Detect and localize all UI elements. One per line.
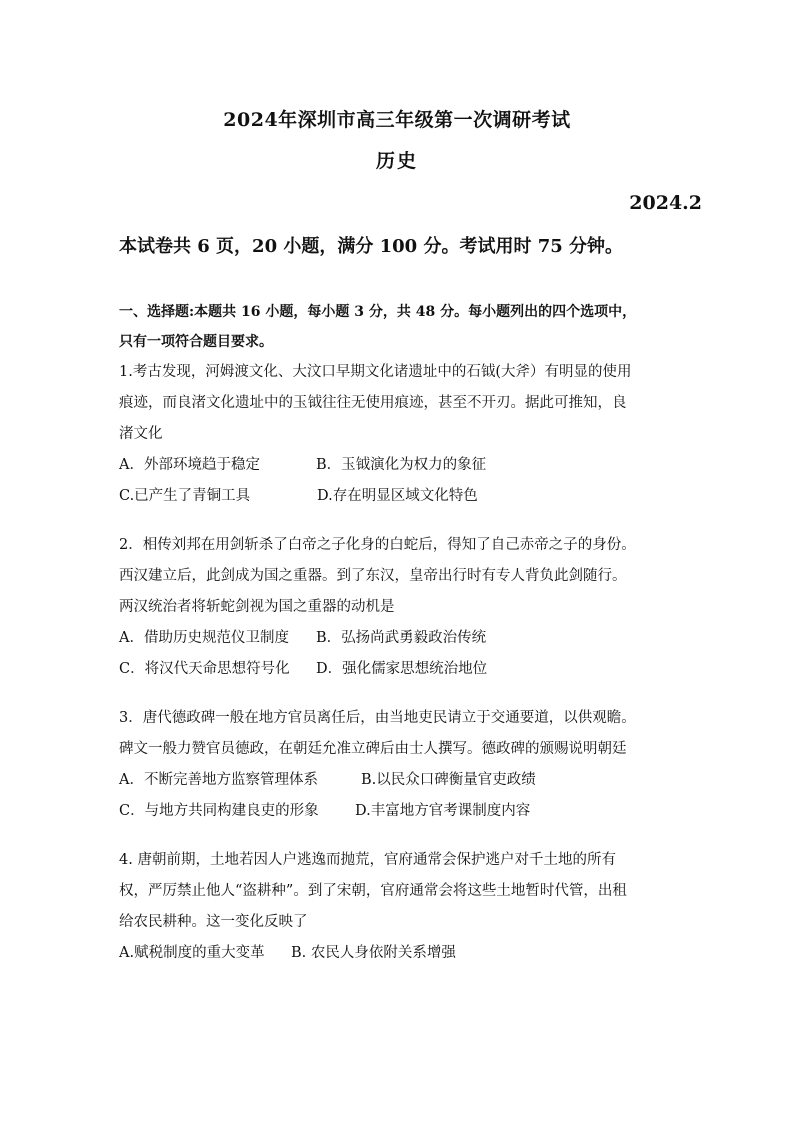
- question-stem-line: 4. 唐朝前期，土地若因人户逃逸而抛荒，官府通常会保护逃户对千土地的所有: [119, 852, 616, 868]
- question-stem-line: 痕迹，而良渚文化遗址中的玉钺往往无使用痕迹，甚至不开刃。据此可推知，良: [119, 395, 627, 411]
- question-stem-line: 渚文化: [119, 426, 163, 442]
- question-content: [119, 297, 694, 969]
- options-row: [119, 765, 694, 796]
- section-heading-line: 只有一项符合题目要求。: [119, 334, 273, 350]
- question-stem-line: 1.考古发现，河姆渡文化、大汶口早期文化诸遗址中的石钺(大斧）有明显的使用: [119, 364, 632, 380]
- options-row: [119, 623, 694, 654]
- question-stem-line: 3．唐代德政碑一般在地方官员离任后，由当地吏民请立于交通要道，以供观瞻。: [119, 710, 636, 726]
- option-b: B．玉钺演化为权力的象征: [316, 457, 487, 473]
- options-row: [119, 450, 694, 481]
- options-row: [119, 796, 694, 827]
- exam-title: 2024年深圳市高三年级第一次调研考试: [223, 109, 571, 131]
- option-a: A．不断完善地方监察管理体系: [119, 772, 318, 788]
- option-a: A．借助历史规范仪卫制度: [119, 630, 289, 646]
- option-c: C．与地方共同构建良吏的形象: [119, 803, 319, 819]
- exam-intro: 本试卷共 6 页，20 小题，满分 100 分。考试用时 75 分钟。: [119, 236, 624, 257]
- option-c: C.已产生了青铜工具: [119, 488, 251, 504]
- option-c: C．将汉代天命思想符号化: [119, 661, 290, 677]
- question-2: [119, 530, 694, 685]
- question-stem-line: 2．相传刘邦在用剑斩杀了白帝之子化身的白蛇后，得知了自己赤帝之子的身份。: [119, 537, 636, 553]
- option-b: B. 农民人身依附关系增强: [291, 945, 456, 961]
- option-d: D．强化儒家思想统治地位: [316, 661, 488, 677]
- options-row: [119, 654, 694, 685]
- option-b: B.以民众口碑衡量官吏政绩: [361, 772, 536, 788]
- question-stem-line: 权，严厉禁止他人“盗耕种”。到了宋朝，官府通常会将这些土地暂时代管，出租: [119, 883, 627, 899]
- exam-date: 2024.2: [629, 192, 702, 214]
- question-stem-line: 两汉统治者将斩蛇剑视为国之重器的动机是: [119, 599, 395, 615]
- subject-title: 历史: [375, 150, 418, 172]
- options-row: [119, 481, 694, 512]
- question-3: [119, 703, 694, 827]
- option-b: B．弘扬尚武勇毅政治传统: [316, 630, 487, 646]
- section-heading-line: 一、选择题:本题共 16 小题，每小题 3 分，共 48 分。每小题列出的四个选项中，: [119, 304, 637, 320]
- question-4: [119, 845, 694, 969]
- options-row: [119, 938, 694, 969]
- option-a: A.赋税制度的重大变革: [119, 945, 265, 961]
- option-d: D.存在明显区域文化特色: [317, 488, 478, 504]
- option-a: A．外部环境趋于稳定: [119, 457, 260, 473]
- question-stem-line: 给农民耕种。这一变化反映了: [119, 914, 308, 930]
- question-1: [119, 357, 694, 512]
- question-stem-line: 西汉建立后，此剑成为国之重器。到了东汉，皇帝出行时有专人背负此剑随行。: [119, 568, 627, 584]
- section-heading: [119, 297, 694, 357]
- question-stem-line: 碑文一般力赞官员德政，在朝廷允准立碑后由士人撰写。德政碑的颁赐说明朝廷: [119, 741, 627, 757]
- option-d: D.丰富地方官考课制度内容: [355, 803, 531, 819]
